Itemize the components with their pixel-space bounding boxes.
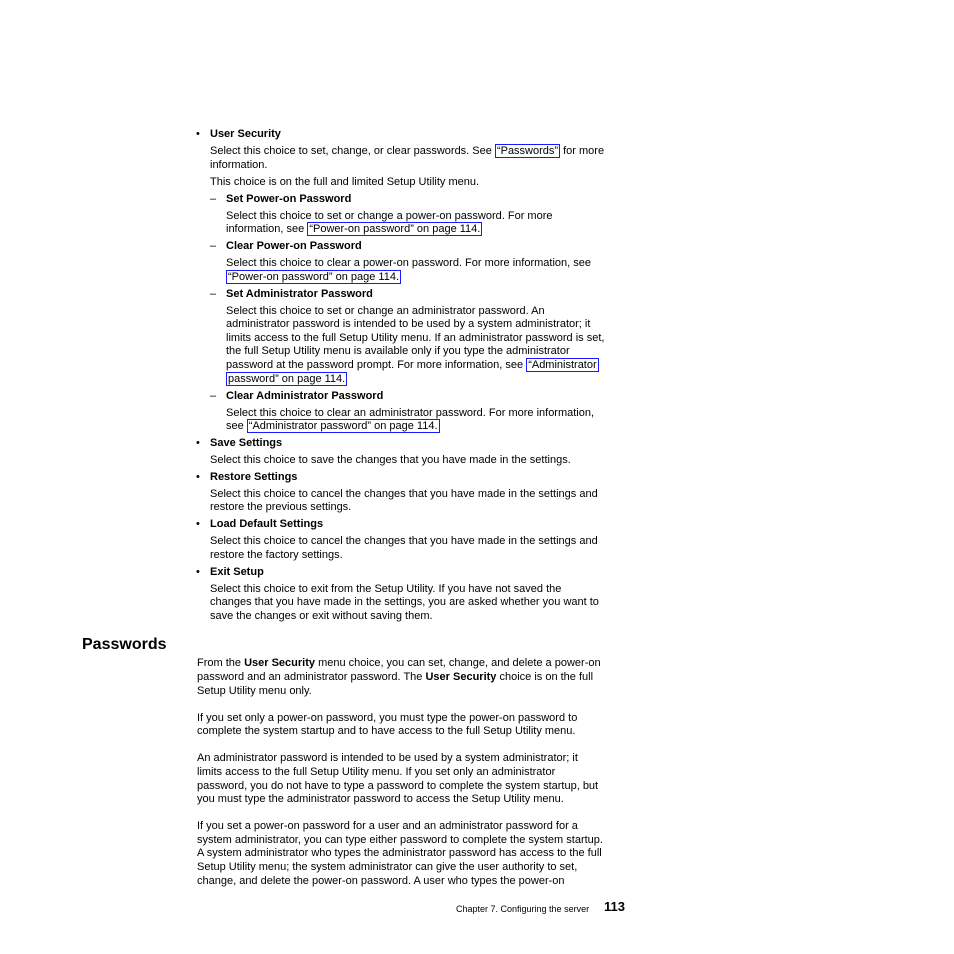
user-security-note: This choice is on the full and limited Setup Utility menu.	[210, 176, 480, 188]
passwords-p1-line2: password and an administrator password. The User Security choice is on the full	[197, 671, 594, 683]
clear-admin-line2: see “Administrator password” on page 114.	[226, 420, 438, 432]
clear-admin-title: Clear Administrator Password	[226, 390, 384, 402]
passwords-p3-line1: An administrator password is intended to be used by a system administrator; it	[197, 752, 578, 764]
page-number: 113	[604, 899, 625, 914]
dash-icon: –	[210, 390, 217, 402]
administrator-password-link[interactable]: “Administrator password” on page 114.	[248, 420, 438, 432]
passwords-p1-line3: Setup Utility menu only.	[197, 685, 312, 697]
passwords-link[interactable]: “Passwords”	[496, 145, 559, 157]
bullet-icon: •	[196, 437, 200, 449]
bullet-icon: •	[196, 471, 200, 483]
passwords-p3-line2: limits access to the full Setup Utility menu. If you set only an administrator	[197, 766, 556, 778]
dash-icon: –	[210, 193, 217, 205]
dash-icon: –	[210, 240, 217, 252]
passwords-p4-line4: Setup Utility menu; the system administrator can give the user authority to set,	[197, 861, 578, 873]
passwords-p4-line2: system administrator, you can type either password to complete the system startup.	[197, 834, 603, 846]
clear-poweron-line2	[226, 271, 401, 285]
user-security-desc-line2: information.	[210, 159, 268, 171]
passwords-p1-line1: From the User Security menu choice, you can set, change, and delete a power-on	[197, 657, 601, 669]
set-poweron-line2: information, see “Power-on password” on page 114.	[226, 223, 481, 235]
set-admin-line1: Select this choice to set or change an administrator password. An	[226, 305, 545, 317]
passwords-p3-line3: password, you do not have to type a password to complete the system startup, but	[197, 780, 599, 792]
set-poweron-title: Set Power-on Password	[226, 193, 352, 205]
exit-setup-line1: Select this choice to exit from the Setup Utility. If you have not saved the	[210, 583, 562, 595]
save-settings-title: Save Settings	[210, 437, 283, 449]
footer-chapter: Chapter 7. Configuring the server	[456, 904, 590, 914]
restore-settings-line1: Select this choice to cancel the changes that you have made in the settings and	[210, 488, 598, 500]
dash-icon: –	[210, 288, 217, 300]
passwords-p2-line2: complete the system startup and to have access to the full Setup Utility menu.	[197, 725, 576, 737]
passwords-p4-line1: If you set a power-on password for a user and an administrator password for a	[197, 820, 578, 832]
clear-poweron-line1: Select this choice to clear a power-on password. For more information, see	[226, 257, 591, 269]
bullet-icon: •	[196, 518, 200, 530]
bullet-icon: •	[196, 128, 200, 140]
user-security-title: User Security	[210, 128, 281, 140]
restore-settings-line2: restore the previous settings.	[210, 501, 352, 513]
administrator-password-link[interactable]: “Administrator	[528, 359, 597, 371]
administrator-password-link-cont[interactable]: password” on page 114.	[228, 373, 346, 385]
passwords-p4-line3: A system administrator who types the administrator password has access to the full	[197, 847, 602, 859]
clear-poweron-title: Clear Power-on Password	[226, 240, 362, 252]
exit-setup-line3: save the changes or exit without saving them.	[210, 610, 433, 622]
set-poweron-line1: Select this choice to set or change a power-on password. For more	[226, 210, 553, 222]
exit-setup-title: Exit Setup	[210, 566, 264, 578]
poweron-password-link[interactable]: “Power-on password” on page 114.	[228, 271, 400, 283]
set-admin-line2: administrator password is intended to be used by a system administrator; it	[226, 318, 591, 330]
clear-admin-line1: Select this choice to clear an administrator password. For more information,	[226, 407, 595, 419]
set-admin-line5: password at the password prompt. For more information, see “Administrator	[226, 359, 597, 371]
user-security-desc-line1: Select this choice to set, change, or clear passwords. See “Passwords” for more	[210, 145, 605, 157]
restore-settings-title: Restore Settings	[210, 471, 298, 483]
passwords-p4-line5: change, and delete the power-on password. A user who types the power-on	[197, 875, 565, 887]
poweron-password-link[interactable]: “Power-on password” on page 114.	[309, 223, 481, 235]
bullet-icon: •	[196, 566, 200, 578]
passwords-p2-line1: If you set only a power-on password, you must type the power-on password to	[197, 712, 578, 724]
load-default-line2: restore the factory settings.	[210, 549, 343, 561]
passwords-p3-line4: you must type the administrator password to access the Setup Utility menu.	[197, 793, 564, 805]
load-default-title: Load Default Settings	[210, 518, 324, 530]
set-admin-line4: the full Setup Utility menu is available only if you type the administrator	[226, 345, 570, 357]
exit-setup-line2: changes that you have made in the settings, you are asked whether you want to	[210, 596, 599, 608]
section-heading-passwords: Passwords	[82, 636, 167, 653]
set-admin-line3: limits access to the full Setup Utility menu. If an administrator password is set,	[226, 332, 605, 344]
load-default-line1: Select this choice to cancel the changes that you have made in the settings and	[210, 535, 598, 547]
set-admin-line6	[226, 373, 347, 387]
save-settings-line1: Select this choice to save the changes that you have made in the settings.	[210, 454, 571, 466]
set-admin-title: Set Administrator Password	[226, 288, 373, 300]
